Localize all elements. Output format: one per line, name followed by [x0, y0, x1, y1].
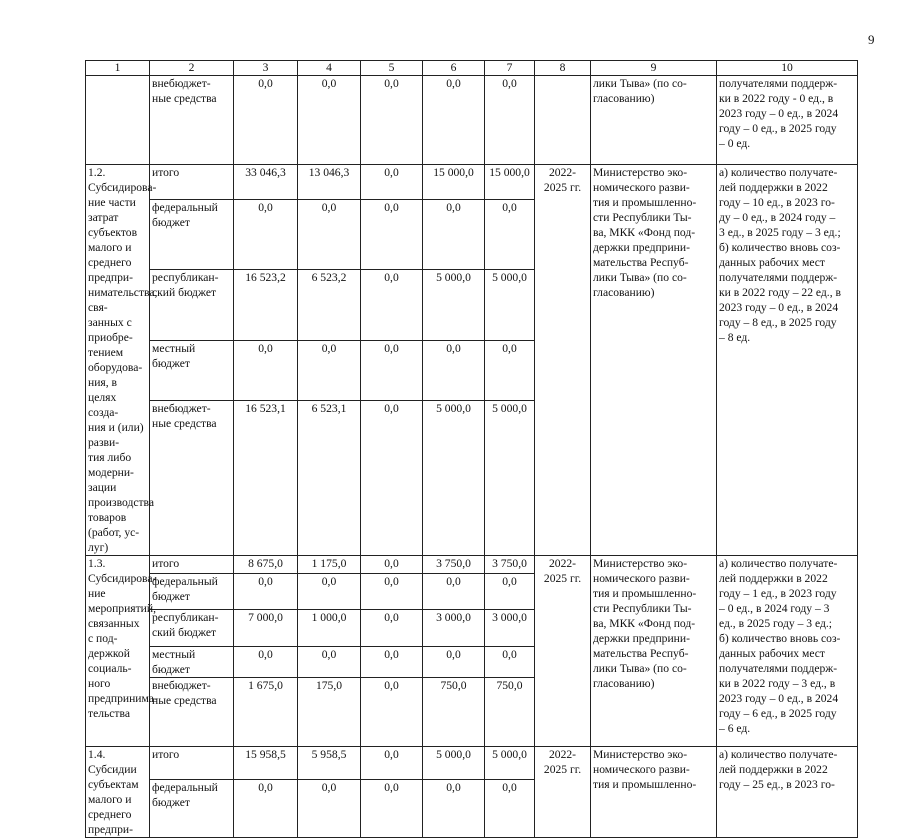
value-cell: 0,0 — [361, 199, 423, 269]
value-cell: 0,0 — [485, 780, 535, 838]
value-cell: 5 000,0 — [485, 269, 535, 341]
value-cell: 0,0 — [298, 76, 361, 165]
value-cell: 8 675,0 — [234, 556, 298, 574]
value-cell: 0,0 — [485, 647, 535, 678]
value-cell: 33 046,3 — [234, 165, 298, 200]
value-cell: 0,0 — [361, 747, 423, 780]
period-cell-empty — [535, 76, 591, 165]
value-cell: 0,0 — [234, 780, 298, 838]
period-cell: 2022- 2025 гг. — [535, 747, 591, 838]
value-cell: 0,0 — [234, 647, 298, 678]
value-cell: 175,0 — [298, 678, 361, 747]
value-cell: 5 000,0 — [485, 401, 535, 556]
source-cell: местный бюджет — [150, 647, 234, 678]
value-cell: 16 523,1 — [234, 401, 298, 556]
value-cell: 0,0 — [298, 341, 361, 401]
indicator-cell: а) количество получате- лей поддержки в 2022 году – 1 ед., в 2023 году – 0 ед., в 2024 году – 3 ед., в 2025 году – 3 ед.; б) количество вновь соз- данных рабочих мест получателями поддерж- ки в 2022 году – 3 ед., в 2023 году – 0 ед., в 2024 году – 6 ед., в 2025 году – 6 ед. — [717, 556, 858, 747]
value-cell: 750,0 — [423, 678, 485, 747]
source-cell: итого — [150, 165, 234, 200]
value-cell: 0,0 — [361, 401, 423, 556]
value-cell: 0,0 — [361, 165, 423, 200]
value-cell: 0,0 — [423, 647, 485, 678]
value-cell: 0,0 — [361, 647, 423, 678]
value-cell: 5 000,0 — [423, 747, 485, 780]
value-cell: 0,0 — [485, 341, 535, 401]
value-cell: 6 523,1 — [298, 401, 361, 556]
value-cell: 13 046,3 — [298, 165, 361, 200]
value-cell: 0,0 — [361, 76, 423, 165]
program-table — [85, 60, 858, 838]
value-cell: 0,0 — [485, 76, 535, 165]
source-cell: местный бюджет — [150, 341, 234, 401]
value-cell: 0,0 — [423, 780, 485, 838]
value-cell: 3 000,0 — [423, 610, 485, 647]
measure-title-cell: 1.3. Субсидирова- ние мероприятий, связанных с под- держкой социаль- ного предпринима- тельства — [86, 556, 150, 747]
source-cell: федеральный бюджет — [150, 199, 234, 269]
value-cell: 0,0 — [423, 199, 485, 269]
value-cell: 0,0 — [234, 341, 298, 401]
value-cell: 1 675,0 — [234, 678, 298, 747]
value-cell: 0,0 — [234, 199, 298, 269]
value-cell: 0,0 — [361, 574, 423, 610]
column-header: 10 — [717, 61, 858, 76]
indicator-cell: получателями поддерж- ки в 2022 году - 0 ед., в 2023 году – 0 ед., в 2024 году – 0 ед., в 2025 году – 0 ед. — [717, 76, 858, 165]
value-cell: 0,0 — [361, 341, 423, 401]
column-header: 6 — [423, 61, 485, 76]
value-cell: 0,0 — [298, 574, 361, 610]
title-cell-empty — [86, 76, 150, 165]
value-cell: 0,0 — [361, 780, 423, 838]
source-cell: внебюджет- ные средства — [150, 401, 234, 556]
table-row — [86, 747, 858, 780]
table-row — [86, 556, 858, 574]
value-cell: 0,0 — [234, 76, 298, 165]
value-cell: 1 000,0 — [298, 610, 361, 647]
value-cell: 5 000,0 — [423, 269, 485, 341]
indicator-cell: а) количество получате- лей поддержки в 2022 году – 25 ед., в 2023 го- — [717, 747, 858, 838]
value-cell: 0,0 — [298, 647, 361, 678]
indicator-cell: а) количество получате- лей поддержки в 2022 году – 10 ед., в 2023 го- ду – 0 ед., в 2024 году – 3 ед., в 2025 году – 3 ед.; б) количество вновь соз- данных рабочих мест получателями поддерж- ки в 2022 году – 22 ед., в 2023 году – 0 ед., в 2024 году – 8 ед., в 2025 году – 8 ед. — [717, 165, 858, 556]
value-cell: 3 750,0 — [485, 556, 535, 574]
value-cell: 750,0 — [485, 678, 535, 747]
value-cell: 5 000,0 — [485, 747, 535, 780]
measure-title-cell: 1.4. Субсидии субъектам малого и среднего предпри- — [86, 747, 150, 838]
source-cell: федеральный бюджет — [150, 574, 234, 610]
value-cell: 0,0 — [423, 341, 485, 401]
value-cell: 3 750,0 — [423, 556, 485, 574]
column-header: 8 — [535, 61, 591, 76]
period-cell: 2022- 2025 гг. — [535, 165, 591, 556]
column-header: 3 — [234, 61, 298, 76]
executor-cell: Министерство эко- номического разви- тия и промышленно- сти Республики Ты- ва, МКК «Фонд под- держки предприни- мательства Респуб- лики Тыва» (по со- гласованию) — [591, 165, 717, 556]
value-cell: 0,0 — [298, 780, 361, 838]
column-header: 5 — [361, 61, 423, 76]
value-cell: 0,0 — [423, 76, 485, 165]
value-cell: 15 958,5 — [234, 747, 298, 780]
executor-cell: Министерство эко- номического разви- тия и промышленно- сти Республики Ты- ва, МКК «Фонд под- держки предприни- мательства Респуб- лики Тыва» (по со- гласованию) — [591, 556, 717, 747]
header-row — [86, 61, 858, 76]
source-cell: внебюджет- ные средства — [150, 678, 234, 747]
column-header: 9 — [591, 61, 717, 76]
source-cell: итого — [150, 747, 234, 780]
executor-cell: Министерство эко- номического разви- тия и промышленно- — [591, 747, 717, 838]
value-cell: 1 175,0 — [298, 556, 361, 574]
value-cell: 0,0 — [234, 574, 298, 610]
value-cell: 7 000,0 — [234, 610, 298, 647]
value-cell: 0,0 — [361, 556, 423, 574]
column-header: 1 — [86, 61, 150, 76]
source-cell: внебюджет- ные средства — [150, 76, 234, 165]
source-cell: итого — [150, 556, 234, 574]
column-header: 4 — [298, 61, 361, 76]
value-cell: 6 523,2 — [298, 269, 361, 341]
period-cell: 2022- 2025 гг. — [535, 556, 591, 747]
page-number: 9 — [868, 32, 875, 47]
value-cell: 0,0 — [423, 574, 485, 610]
column-header: 7 — [485, 61, 535, 76]
value-cell: 0,0 — [361, 269, 423, 341]
value-cell: 15 000,0 — [485, 165, 535, 200]
source-cell: федеральный бюджет — [150, 780, 234, 838]
value-cell: 0,0 — [485, 574, 535, 610]
executor-cell: лики Тыва» (по со- гласованию) — [591, 76, 717, 165]
value-cell: 5 000,0 — [423, 401, 485, 556]
value-cell: 0,0 — [485, 199, 535, 269]
table-row — [86, 76, 858, 165]
column-header: 2 — [150, 61, 234, 76]
source-cell: республикан- ский бюджет — [150, 269, 234, 341]
table-row — [86, 165, 858, 200]
value-cell: 0,0 — [298, 199, 361, 269]
value-cell: 5 958,5 — [298, 747, 361, 780]
measure-title-cell: 1.2. Субсидирова- ние части затрат субъектов малого и среднего предпри- нимательства, свя- занных с приобре- тением оборудова- ния, в целях созда- ния и (или) разви- тия либо модерни- зации производства товаров (работ, ус- луг) — [86, 165, 150, 556]
value-cell: 0,0 — [361, 678, 423, 747]
value-cell: 15 000,0 — [423, 165, 485, 200]
value-cell: 0,0 — [361, 610, 423, 647]
value-cell: 16 523,2 — [234, 269, 298, 341]
source-cell: республикан- ский бюджет — [150, 610, 234, 647]
value-cell: 3 000,0 — [485, 610, 535, 647]
